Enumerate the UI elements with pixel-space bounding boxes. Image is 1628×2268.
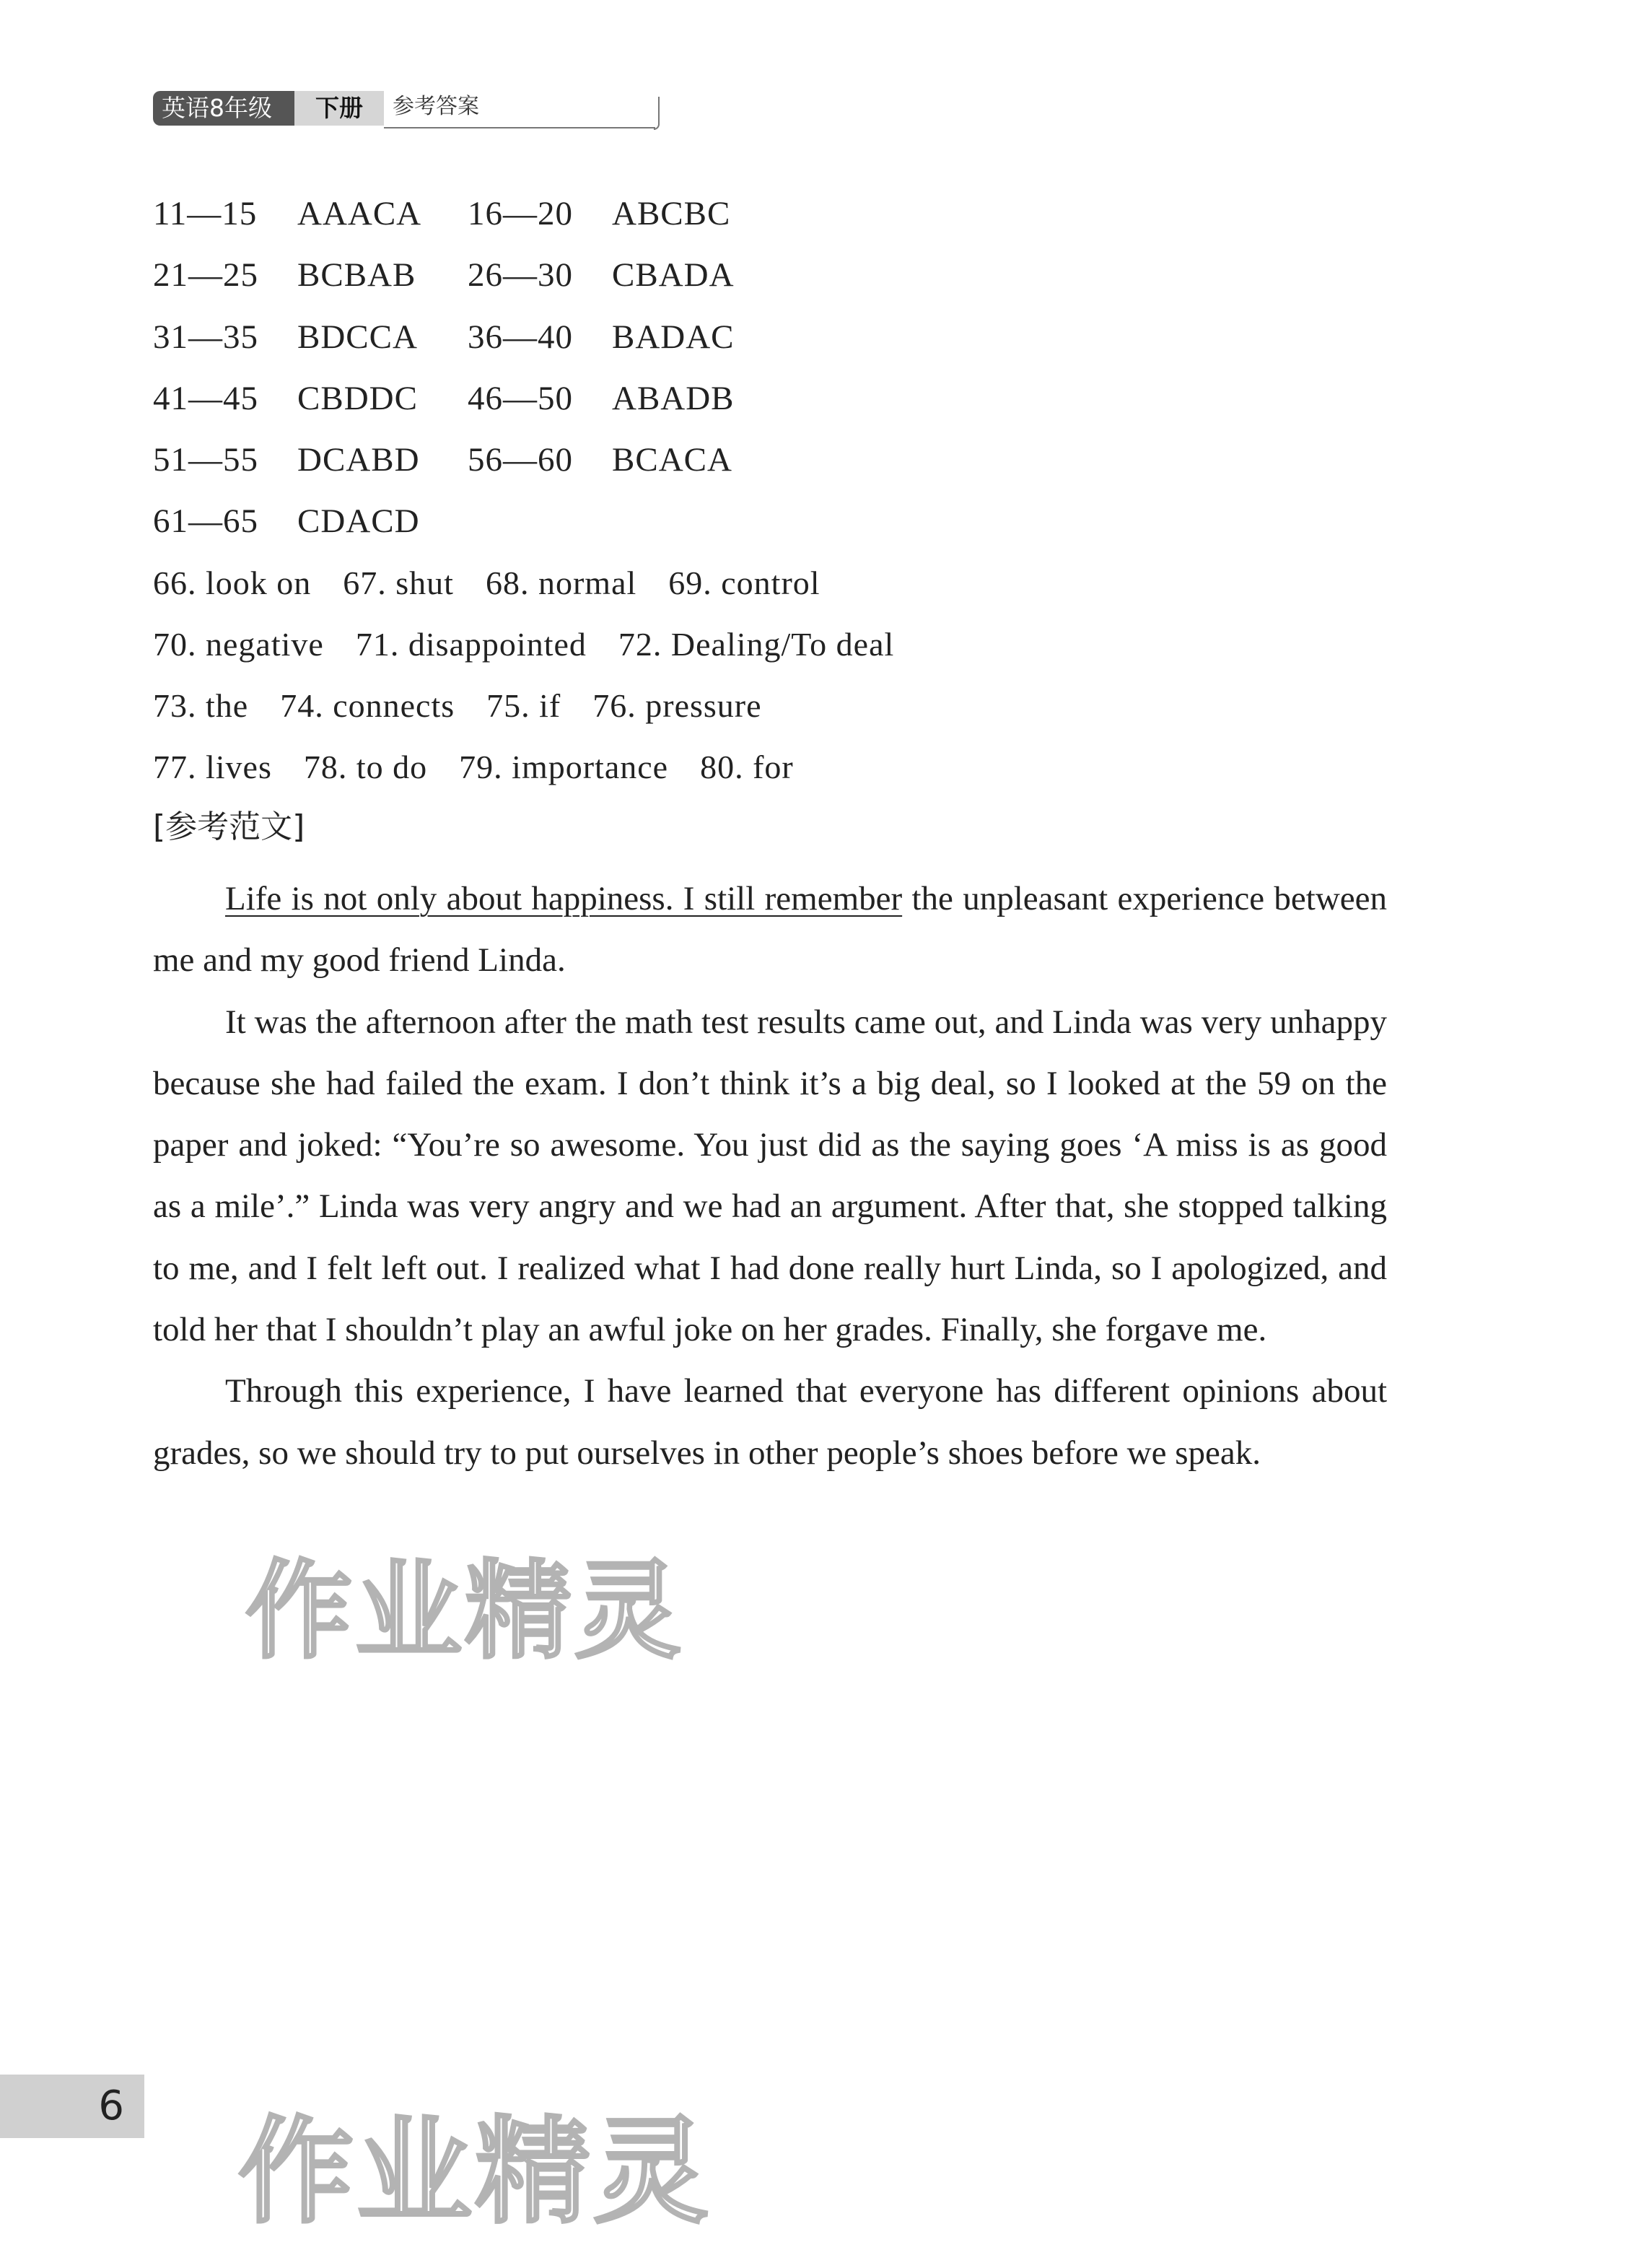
answer-range: 16—20 bbox=[468, 195, 573, 232]
header-subject: 英语8年级 bbox=[153, 91, 294, 126]
header-section: 参考答案 bbox=[393, 94, 479, 119]
answer-letters: AAACA bbox=[297, 195, 422, 232]
answer-range: 36—40 bbox=[468, 318, 573, 356]
answer-range: 41—45 bbox=[153, 380, 258, 417]
fill-in-row bbox=[153, 746, 826, 789]
answer-letters: BCBAB bbox=[297, 256, 416, 294]
fill-in-answer: 67. shut bbox=[343, 564, 454, 601]
answer-range: 51—55 bbox=[153, 441, 258, 479]
header-rule bbox=[384, 127, 655, 128]
fill-in-answer: 68. normal bbox=[485, 564, 637, 601]
fill-in-answer: 79. importance bbox=[459, 749, 669, 785]
answer-letters: BDCCA bbox=[297, 318, 418, 356]
page-header bbox=[153, 91, 514, 128]
answer-letters: BADAC bbox=[612, 318, 735, 356]
answer-range: 11—15 bbox=[153, 195, 258, 232]
fill-in-answer: 76. pressure bbox=[592, 687, 762, 724]
fill-in-answer: 78. to do bbox=[303, 749, 428, 785]
essay-paragraph bbox=[153, 868, 1387, 992]
watermark: 作业精灵 bbox=[238, 2104, 712, 2239]
answer-letters: DCABD bbox=[297, 441, 420, 479]
essay-text: the unpleasant experience between me and my good friend Linda. bbox=[153, 880, 1387, 980]
fill-in-answer: 70. negative bbox=[153, 626, 324, 663]
essay-paragraph: It was the afternoon after the math test results came out, and Linda was very unhappy because she had failed the exam. I don’t think it’s a big deal, so I looked at the 59 on the paper and joked: “You’re so awesome. You just did as the saying goes ‘A miss is as good as a mile’.” Linda was very angry and we had an argument. After that, she stopped talking to me, and I felt left out. I realized what I had done really hurt Linda, so I apologized, and told her that I shouldn’t play an awful joke on her grades. Finally, she forgave me. bbox=[153, 1003, 1387, 1349]
essay-underlined-sentence: Life is not only about happiness. I still remember bbox=[225, 880, 903, 917]
answer-letters: CBDDC bbox=[297, 380, 418, 417]
answer-range: 31—35 bbox=[153, 318, 258, 356]
fill-in-answer: 77. lives bbox=[153, 749, 272, 785]
answer-range: 21—25 bbox=[153, 256, 258, 294]
fill-in-row bbox=[153, 623, 926, 666]
essay-paragraph: Through this experience, I have learned that everyone has different opinions about grades, so we should try to put ourselves in other people’s shoes before we speak. bbox=[153, 1372, 1387, 1472]
fill-in-answer: 73. the bbox=[153, 687, 249, 724]
fill-in-answer: 71. disappointed bbox=[355, 626, 587, 663]
fill-in-answer: 69. control bbox=[668, 564, 820, 601]
answer-range: 61—65 bbox=[153, 502, 258, 540]
fill-in-answer: 72. Dealing/To deal bbox=[618, 626, 895, 663]
header-rule-end bbox=[654, 97, 660, 130]
fill-in-answer: 75. if bbox=[486, 687, 561, 724]
watermark: 作业精灵 bbox=[245, 1549, 684, 1673]
answer-letters: CBADA bbox=[612, 256, 735, 294]
answer-letters: CDACD bbox=[297, 502, 420, 540]
answer-range: 26—30 bbox=[468, 256, 573, 294]
essay-heading: [参考范文] bbox=[153, 808, 305, 845]
fill-in-row bbox=[153, 562, 852, 605]
answer-letters: BCACA bbox=[612, 441, 732, 479]
fill-in-answer: 74. connects bbox=[280, 687, 455, 724]
header-volume: 下册 bbox=[294, 91, 384, 126]
answer-range: 46—50 bbox=[468, 380, 573, 417]
page-number: 6 bbox=[0, 2075, 144, 2138]
fill-in-row bbox=[153, 684, 794, 728]
fill-in-answer: 66. look on bbox=[153, 564, 312, 601]
answer-range: 56—60 bbox=[468, 441, 573, 479]
answer-letters: ABCBC bbox=[612, 195, 731, 232]
answer-letters: ABADB bbox=[612, 380, 735, 417]
fill-in-answer: 80. for bbox=[700, 749, 794, 785]
model-essay bbox=[153, 868, 1387, 1484]
